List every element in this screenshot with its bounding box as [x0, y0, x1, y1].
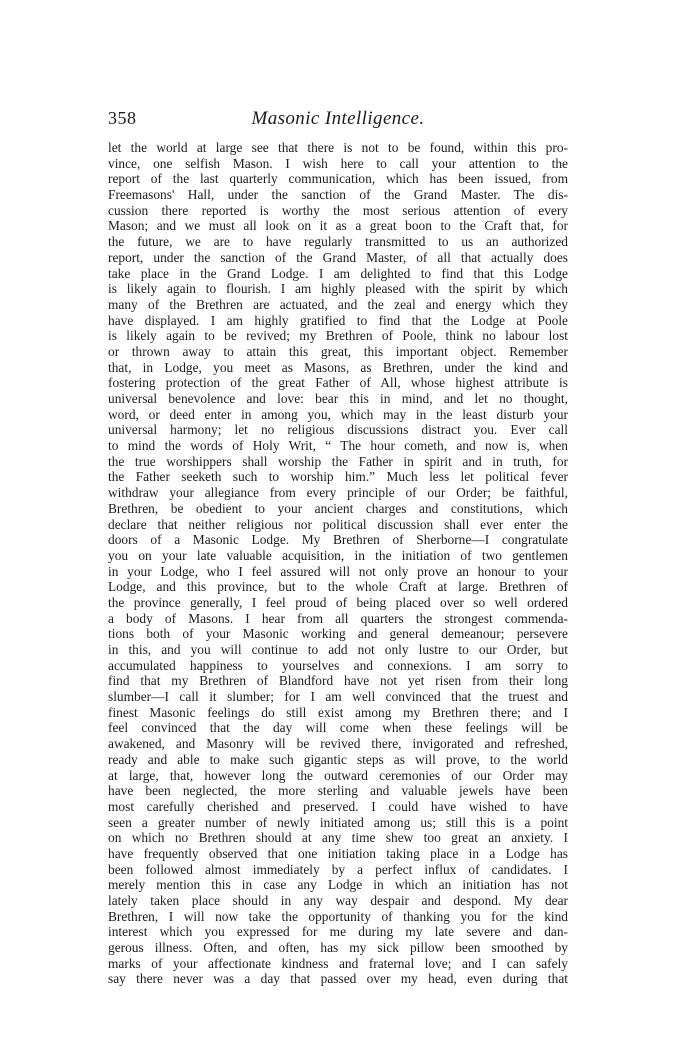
text-line: you on your late valuable acquisition, in the initiation of two gentlemen: [108, 547, 568, 563]
text-line: have displayed. I am highly gratified to find that the Lodge at Poole: [108, 312, 568, 328]
text-line: is likely again to flourish. I am highly pleased with the spirit by which: [108, 281, 568, 297]
text-line: been followed almost immediately by a perfect influx of candidates. I: [108, 861, 568, 877]
text-line: the Father seeketh such to worship him.” Much less let political fever: [108, 469, 568, 485]
text-line: slumber—I call it slumber; for I am well convinced that the truest and: [108, 689, 568, 705]
text-line: have been neglected, the more sterling and valuable jewels have been: [108, 783, 568, 799]
book-page: [108, 108, 568, 987]
text-line: at large, that, however long the outward ceremonies of our Order may: [108, 767, 568, 783]
text-line: feel convinced that the day will come when these feelings will be: [108, 720, 568, 736]
text-line: declare that neither religious nor political discussion shall ever enter the: [108, 516, 568, 532]
text-line: on which no Brethren should at any time shew too great an anxiety. I: [108, 830, 568, 846]
text-line: take place in the Grand Lodge. I am delighted to find that this Lodge: [108, 265, 568, 281]
text-line: universal benevolence and love: bear this in mind, and let no thought,: [108, 391, 568, 406]
text-line: awakened, and Masonry will be revived there, invigorated and refreshed,: [108, 736, 568, 752]
text-line: gerous illness. Often, and often, has my sick pillow been smoothed by: [108, 940, 568, 956]
page-number: 358: [108, 108, 137, 128]
text-line: Lodge, and this province, but to the whole Craft at large. Brethren of: [108, 579, 568, 595]
text-line: in this, and you will continue to add not only lustre to our Order, but: [108, 642, 568, 657]
text-line: word, or deed enter in among you, which may in the least disturb your: [108, 406, 568, 422]
text-line: report, under the sanction of the Grand Master, of all that actually does: [108, 249, 568, 265]
text-line: Mason; and we must all look on it as a great boon to the Craft that, for: [108, 218, 568, 234]
text-line: interest which you expressed for me during my late severe and dan-: [108, 924, 568, 940]
text-line: Brethren, be obedient to your ancient charges and constitutions, which: [108, 500, 568, 516]
running-title: Masonic Intelligence.: [251, 108, 425, 129]
text-line: the true worshippers shall worship the Father in spirit and in truth, for: [108, 453, 568, 469]
text-line: have frequently observed that one initiation taking place in a Lodge has: [108, 845, 568, 861]
text-line: vince, one selfish Mason. I wish here to call your attention to the: [108, 155, 568, 171]
text-line: universal harmony; let no religious discussions distract you. Ever call: [108, 422, 568, 438]
text-line: finest Masonic feelings do still exist among my Brethren there; and I: [108, 704, 568, 720]
text-line: cussion there reported is worthy the most serious attention of every: [108, 202, 568, 218]
text-line: report of the last quarterly communication, which has been issued, from: [108, 171, 568, 187]
text-line: the province generally, I feel proud of being placed over so well ordered: [108, 594, 568, 610]
text-line: seen a greater number of newly initiated among us; still this is a point: [108, 814, 568, 830]
text-line: the future, we are to have regularly transmitted to us an authorized: [108, 234, 568, 250]
text-line: accumulated happiness to yourselves and connexions. I am sorry to: [108, 657, 568, 673]
text-line: ready and able to make such gigantic steps as will prove, to the world: [108, 751, 568, 767]
text-line: Freemasons' Hall, under the sanction of the Grand Master. The dis-: [108, 187, 568, 203]
text-line: tions both of your Masonic working and general demeanour; persevere: [108, 626, 568, 642]
text-line: a body of Masons. I hear from all quarters the strongest commenda-: [108, 610, 568, 626]
text-line: fostering protection of the great Father of All, whose highest attribute is: [108, 375, 568, 391]
text-line: withdraw your allegiance from every principle of our Order; be faithful,: [108, 485, 568, 501]
text-line: say there never was a day that passed over my head, even during that: [108, 971, 568, 987]
running-head: [108, 108, 568, 134]
text-line: doors of a Masonic Lodge. My Brethren of Sherborne—I congratulate: [108, 532, 568, 548]
text-line: Brethren, I will now take the opportunity of thanking you for the kind: [108, 908, 568, 924]
text-line: in your Lodge, who I feel assured will not only prove an honour to your: [108, 563, 568, 579]
text-line: merely mention this in case any Lodge in which an initiation has not: [108, 877, 568, 893]
text-line: many of the Brethren are actuated, and the zeal and energy which they: [108, 296, 568, 312]
text-line: lately taken place should in any way despair and despond. My dear: [108, 893, 568, 908]
text-line: most carefully cherished and preserved. I could have wished to have: [108, 798, 568, 814]
text-line: to mind the words of Holy Writ, “ The hour cometh, and now is, when: [108, 438, 568, 454]
text-line: find that my Brethren of Blandford have not yet risen from their long: [108, 673, 568, 689]
text-line: is likely again to be revived; my Brethren of Poole, think no labour lost: [108, 328, 568, 344]
text-line: marks of your affectionate kindness and fraternal love; and I can safely: [108, 955, 568, 971]
text-line: that, in Lodge, you meet as Masons, as Brethren, under the kind and: [108, 359, 568, 375]
text-line: or thrown away to attain this great, this important object. Remember: [108, 343, 568, 359]
body-text: [108, 140, 568, 987]
text-line: let the world at large see that there is not to be found, within this pro-: [108, 140, 568, 155]
